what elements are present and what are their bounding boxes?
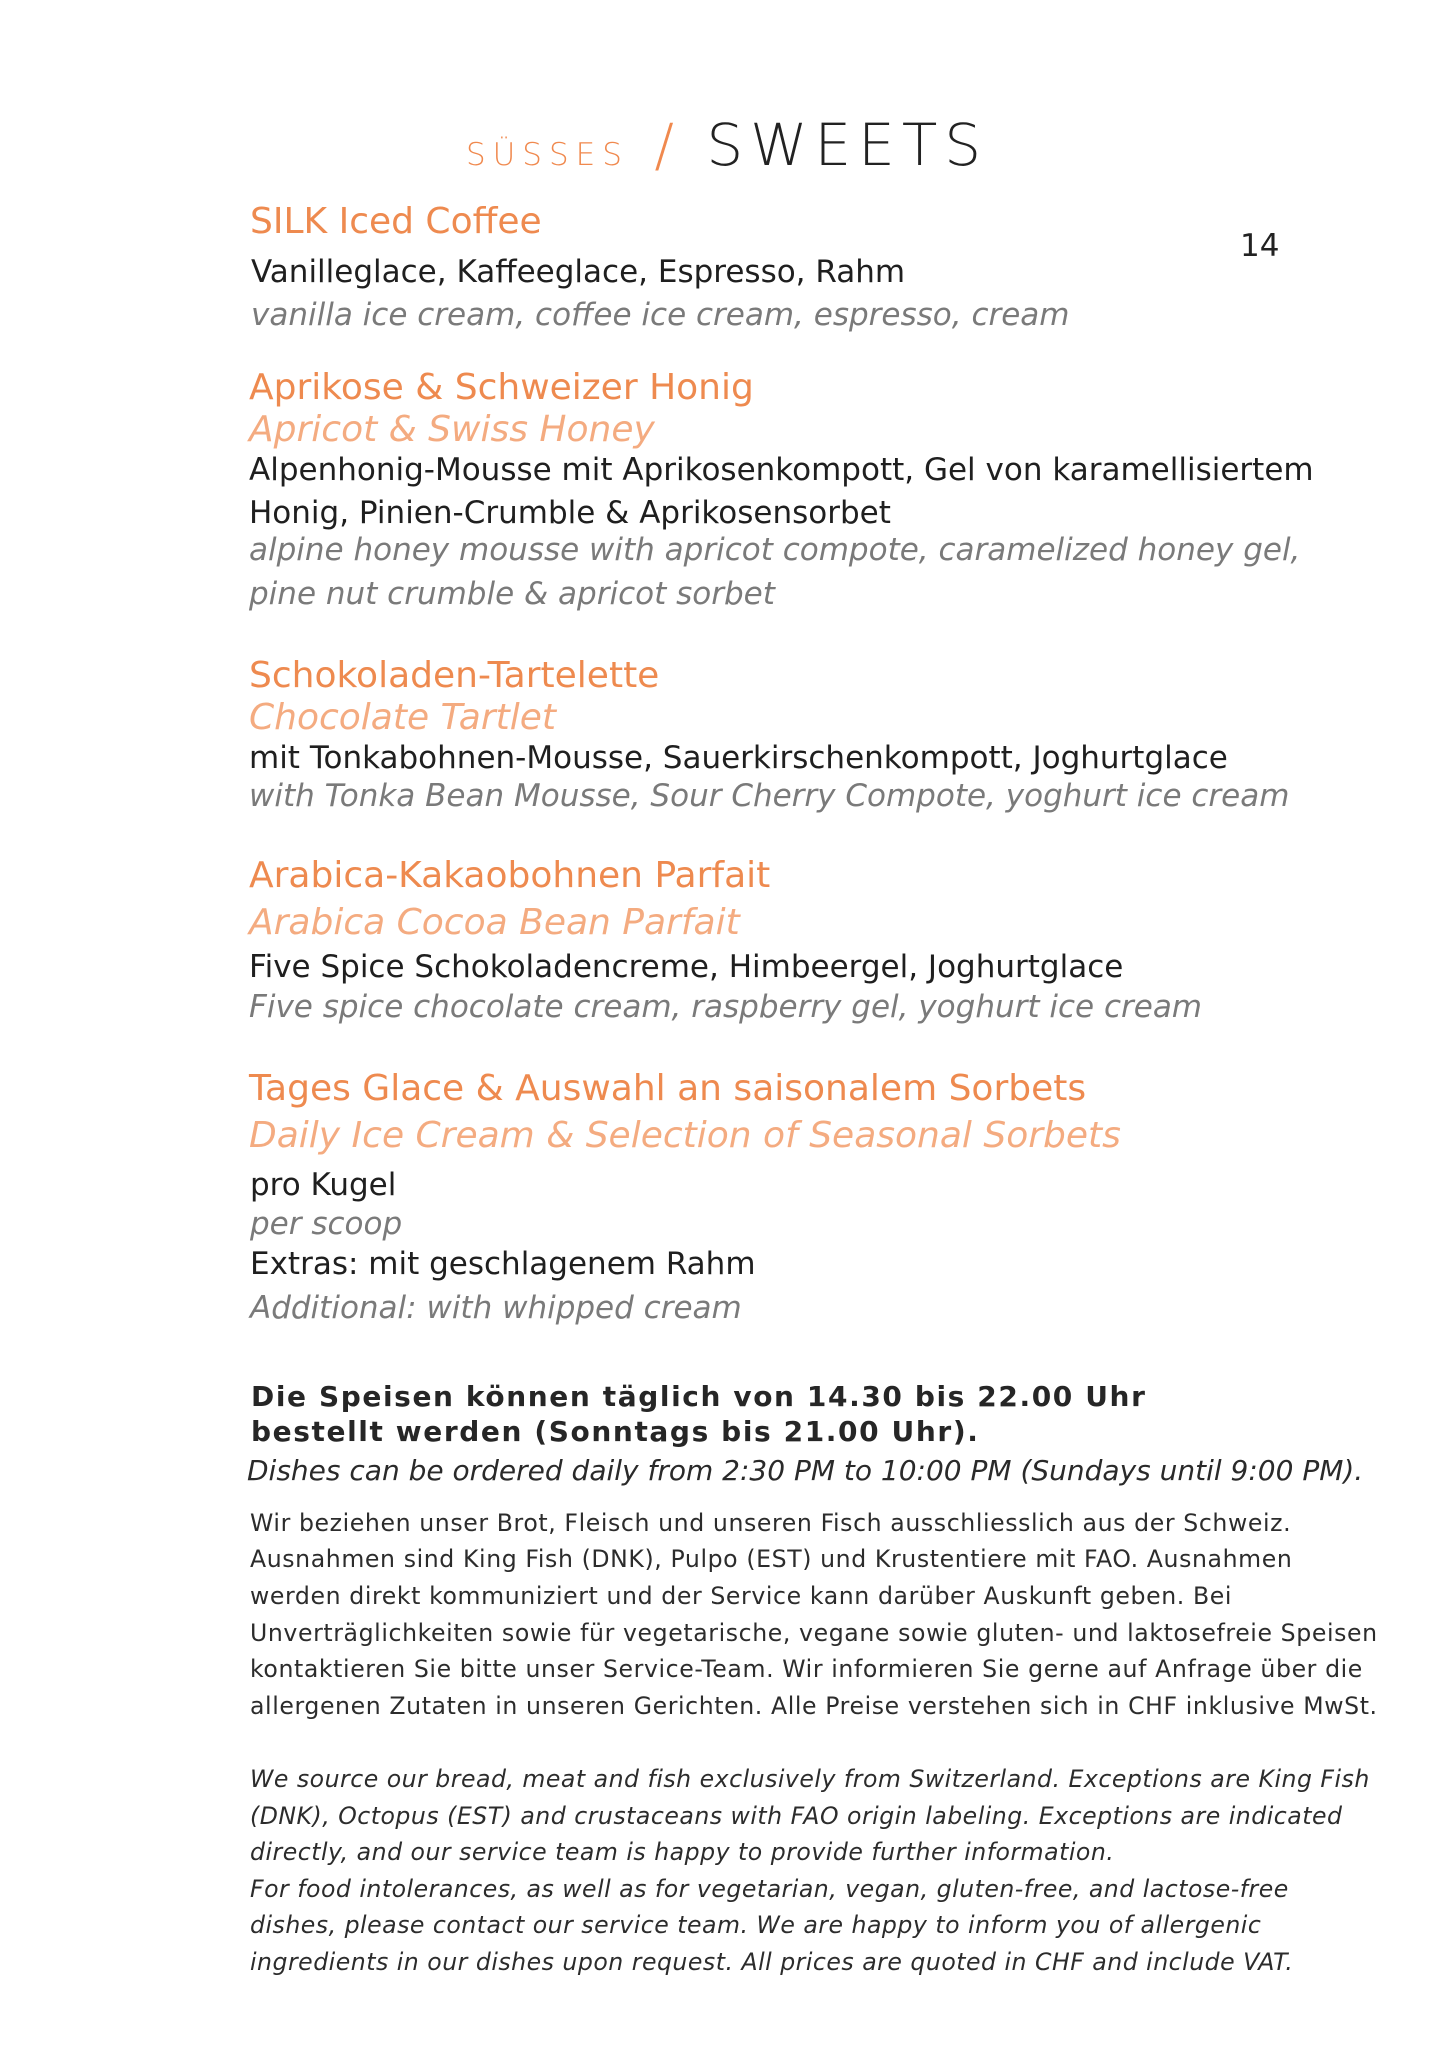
notice-line-en: dishes, please contact our service team. We are happy to inform you of allergenic xyxy=(250,1911,1262,1939)
item-extras-en: Additional: with whipped cream xyxy=(250,1290,742,1326)
ordering-hours-en: Dishes can be ordered daily from 2:30 PM to 10:00 PM (Sundays until 9:00 PM). xyxy=(247,1454,1364,1487)
notice-line-de: Unverträglichkeiten sowie für vegetarische, vegane sowie gluten- und laktosefreie Speisen xyxy=(250,1619,1378,1647)
notice-line-en: ingredients in our dishes upon request. All prices are quoted in CHF and include VAT. xyxy=(250,1948,1294,1976)
notice-line-en: (DNK), Octopus (EST) and crustaceans with FAO origin labeling. Exceptions are indicated xyxy=(250,1802,1343,1830)
item-description-de: mit Tonkabohnen-Mousse, Sauerkirschenkompott, Joghurtglace xyxy=(249,740,1228,776)
item-description-de: Vanilleglace, Kaffeeglace, Espresso, Rahm xyxy=(251,254,906,290)
item-name-en: Daily Ice Cream & Selection of Seasonal Sorbets xyxy=(249,1115,1121,1156)
notice-line-de: werden direkt kommuniziert und der Service kann darüber Auskunft geben. Bei xyxy=(250,1582,1233,1610)
notice-line-de: kontaktieren Sie bitte unser Service-Team. Wir informieren Sie gerne auf Anfrage über die xyxy=(250,1655,1363,1683)
notice-line-de: allergenen Zutaten in unseren Gerichten. Alle Preise verstehen sich in CHF inklusive MwSt. xyxy=(250,1692,1378,1720)
ordering-hours-de: bestellt werden (Sonntags bis 21.00 Uhr). xyxy=(251,1415,980,1448)
item-description-en: alpine honey mousse with apricot compote, caramelized honey gel, xyxy=(249,532,1301,568)
notice-line-de: Ausnahmen sind King Fish (DNK), Pulpo (EST) und Krustentiere mit FAO. Ausnahmen xyxy=(250,1545,1293,1573)
ordering-hours-de: Die Speisen können täglich von 14.30 bis 22.00 Uhr xyxy=(251,1380,1147,1413)
item-description-de: Alpenhonig-Mousse mit Aprikosenkompott, Gel von karamellisiertem xyxy=(249,452,1314,488)
item-name-en: Arabica Cocoa Bean Parfait xyxy=(249,902,740,943)
item-name: Schokoladen-Tartelette xyxy=(249,655,660,696)
item-name: SILK Iced Coffee xyxy=(250,201,542,242)
item-price: 14 xyxy=(1240,228,1280,264)
item-extras-de: Extras: mit geschlagenem Rahm xyxy=(250,1246,756,1282)
notice-line-de: Wir beziehen unser Brot, Fleisch und unseren Fisch ausschliesslich aus der Schweiz. xyxy=(250,1509,1292,1537)
title-english: SWEETS xyxy=(706,111,989,179)
item-name-en: Chocolate Tartlet xyxy=(249,697,557,738)
item-unit-en: per scoop xyxy=(250,1206,403,1242)
item-description-en: vanilla ice cream, coffee ice cream, espresso, cream xyxy=(251,297,1070,333)
item-description-de: Honig, Pinien-Crumble & Aprikosensorbet xyxy=(249,495,891,531)
notice-line-en: For food intolerances, as well as for vegetarian, vegan, gluten-free, and lactose-free xyxy=(250,1875,1289,1903)
title-separator: / xyxy=(654,111,681,179)
page-title xyxy=(0,108,1454,182)
item-unit-de: pro Kugel xyxy=(250,1167,397,1203)
item-description-en: Five spice chocolate cream, raspberry gel, yoghurt ice cream xyxy=(249,989,1203,1025)
item-name-en: Apricot & Swiss Honey xyxy=(249,409,655,450)
title-german: SÜSSES xyxy=(465,137,629,173)
item-name: Aprikose & Schweizer Honig xyxy=(249,367,754,408)
item-description-en: pine nut crumble & apricot sorbet xyxy=(249,576,775,612)
item-name: Tages Glace & Auswahl an saisonalem Sorbets xyxy=(249,1068,1087,1109)
item-name: Arabica-Kakaobohnen Parfait xyxy=(249,855,771,896)
item-description-de: Five Spice Schokoladencreme, Himbeergel, Joghurtglace xyxy=(249,949,1124,985)
notice-line-en: We source our bread, meat and fish exclusively from Switzerland. Exceptions are King Fish xyxy=(250,1765,1370,1793)
notice-line-en: directly, and our service team is happy to provide further information. xyxy=(250,1838,1115,1866)
item-description-en: with Tonka Bean Mousse, Sour Cherry Compote, yoghurt ice cream xyxy=(249,778,1290,814)
